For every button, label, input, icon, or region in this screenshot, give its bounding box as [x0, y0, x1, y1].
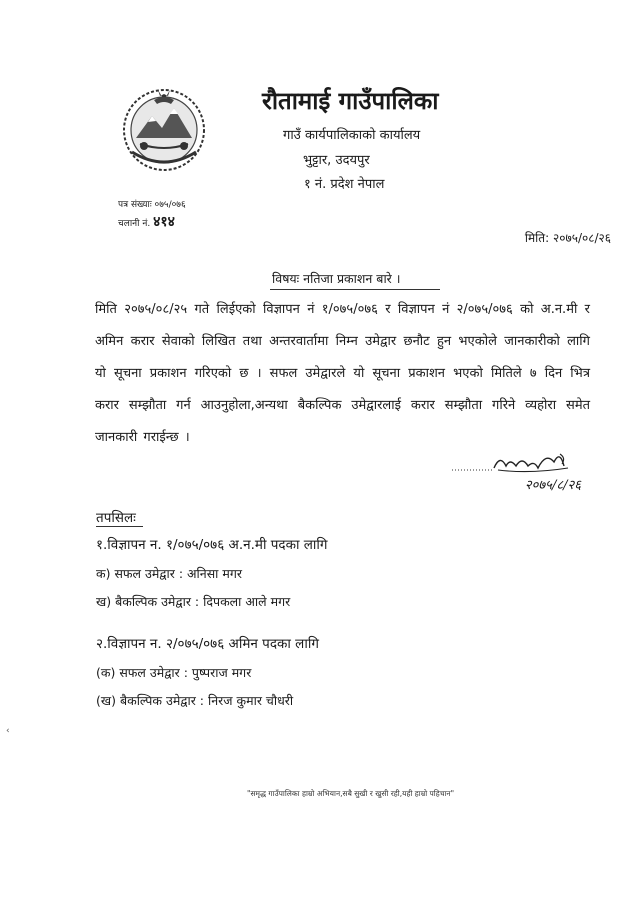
signature-date: २०७५/८/२६: [524, 478, 581, 493]
notice-body: मिति २०७५/०८/२५ गते लिईएको विज्ञापन नं १/०७५/०७६ र विज्ञापन नं २/०७५/०७६ को अ.न.मी र अमिन करार सेवाको लिखित तथा अन्तरवार्तामा निम्न उमेद्वार छनौट हुन भएकोले जानकारीको लागि यो सूचना प्रकाशन गरिएको छ । सफल उमेद्वारले यो सूचना प्रकाशन भएको मितिले ७ दिन भित्र करार सम्झौता गर्न आउनुहोला,अन्यथा बैकल्पिक उमेद्वारलाई करार सम्झौता गरिने व्यहोरा समेत जानकारी गराईन्छ ।: [95, 302, 590, 445]
candidate-row: क) सफल उमेद्वार : अनिसा मगर: [96, 566, 243, 581]
document-date: मिति: २०७५/०८/२६: [524, 231, 611, 245]
letter-number-label: पत्र संख्याः: [118, 200, 152, 210]
subject-line: विषयः नतिजा प्रकाशन बारे ।: [272, 271, 401, 286]
footer-slogan: "समृद्ध गाउँपालिका हाम्रो अभियान,सबै सुखी र खुसी रही,यही हाम्रो पहिचान": [247, 789, 455, 798]
section-title: १.विज्ञापन न. १/०७५/०७६ अ.न.मी पदका लागि: [96, 537, 328, 553]
dispatch-number-value: ४१४: [153, 214, 175, 230]
annex-underline: [96, 526, 143, 527]
candidate-row: (क) सफल उमेद्वार : पुष्पराज मगर: [96, 665, 252, 680]
annex-label: तपसिलः: [96, 510, 136, 526]
margin-mark: ‹: [6, 726, 10, 736]
letter-number: [118, 197, 186, 210]
section-title: २.विज्ञापन न. २/०७५/०७६ अमिन पदका लागि: [96, 636, 319, 652]
nepal-emblem-icon: [118, 82, 210, 174]
subject-underline: [270, 289, 440, 290]
province-name: १ नं. प्रदेश नेपाल: [304, 177, 385, 192]
candidate-row: (ख) बैकल्पिक उमेद्वार : निरज कुमार चौधरी: [96, 693, 294, 708]
organization-name: रौतामाई गाउँपालिका: [262, 87, 439, 115]
letter-number-value: ०७५/०७६: [154, 200, 186, 210]
candidate-row: ख) बैकल्पिक उमेद्वार : दिपकला आले मगर: [96, 594, 291, 609]
dispatch-number-label: चलानी नं.: [118, 219, 151, 229]
office-name: गाउँ कार्यपालिकाको कार्यालय: [283, 128, 421, 143]
office-address: भुट्टार, उदयपुर: [303, 153, 370, 168]
dispatch-number: [118, 212, 175, 231]
